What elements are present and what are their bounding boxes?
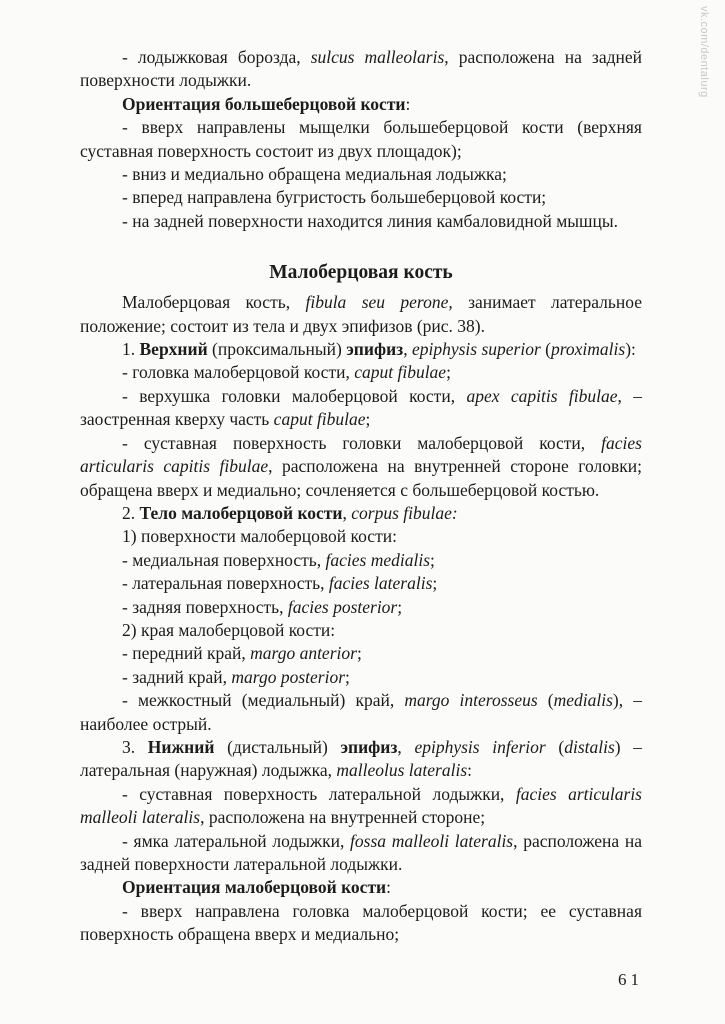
page-number: 61 <box>618 970 643 989</box>
list-item: - ямка латеральной лодыжки, fossa malleoli lateralis, расположена на задней поверхности латеральной лодыжки. <box>80 830 642 874</box>
list-item: - головка малоберцовой кости, caput fibulae; <box>122 362 451 383</box>
list-item: - верхушка головки малоберцовой кости, apex capitis fibulae, – заостренная кверху часть caput fibulae; <box>80 385 642 430</box>
list-item: - задний край, margo posterior; <box>122 666 350 687</box>
subsection-upper-epiphysis: 1. Верхний (проксимальный) эпифиз, epiphysis superior (proximalis): <box>122 339 636 360</box>
watermark: vk.com/dentalurg <box>698 6 710 98</box>
list-item: - латеральная поверхность, facies lateralis; <box>122 573 438 594</box>
page-content <box>80 46 642 947</box>
list-item: - суставная поверхность латеральной лодыжки, facies articularis malleoli lateralis, расположена на внутренней стороне; <box>80 783 642 828</box>
list-item: - вниз и медиально обращена медиальная лодыжка; <box>122 164 507 185</box>
section-title: Малоберцовая кость <box>269 262 453 284</box>
list-item: - вверх направлена головка малоберцовой кости; ее суставная поверхность обращена вверх и медиально; <box>80 900 642 945</box>
list-item: - на задней поверхности находится линия камбаловидной мышцы. <box>122 210 619 231</box>
heading-tibia-orientation: Ориентация большеберцовой кости: <box>122 93 411 114</box>
list-item: - вверх направлены мыщелки большеберцовой кости (верхняя суставная поверхность состоит из двух площадок); <box>80 117 642 161</box>
subsection-lower-epiphysis: 3. Нижний (дистальный) эпифиз, epiphysis inferior (distalis) – латеральная (наружная) лодыжка, malleolus lateralis: <box>80 736 643 781</box>
list-item: - межкостный (медиальный) край, margo interosseus (medialis), – наиболее острый. <box>80 690 642 734</box>
list-item: - суставная поверхность головки малоберцовой кости, facies articularis capitis fibulae, расположена на внутренней стороне головки; обращена вверх и медиально; сочленяется с большеберцовой костью. <box>80 432 642 500</box>
list-item: - вперед направлена бугристость большеберцовой кости; <box>122 187 547 208</box>
list-item: - задняя поверхность, facies posterior; <box>122 596 403 617</box>
heading-fibula-orientation: Ориентация малоберцовой кости: <box>122 877 391 898</box>
paragraph-intro: Малоберцовая кость, fibula seu perone, занимает латеральное положение; состоит из тела и двух эпифизов (рис. 38). <box>80 292 642 336</box>
list-item: - медиальная поверхность, facies medialis; <box>122 549 435 570</box>
subsection-body: 2. Тело малоберцовой кости, corpus fibulae: <box>122 502 458 523</box>
list-item: 2) края малоберцовой кости: <box>122 619 336 640</box>
paragraph-sulcus: - лодыжковая борозда, sulcus malleolaris, расположена на задней поверхности лодыжки. <box>80 47 642 91</box>
list-item: - передний край, margo anterior; <box>122 643 362 664</box>
list-item: 1) поверхности малоберцовой кости: <box>122 526 397 547</box>
